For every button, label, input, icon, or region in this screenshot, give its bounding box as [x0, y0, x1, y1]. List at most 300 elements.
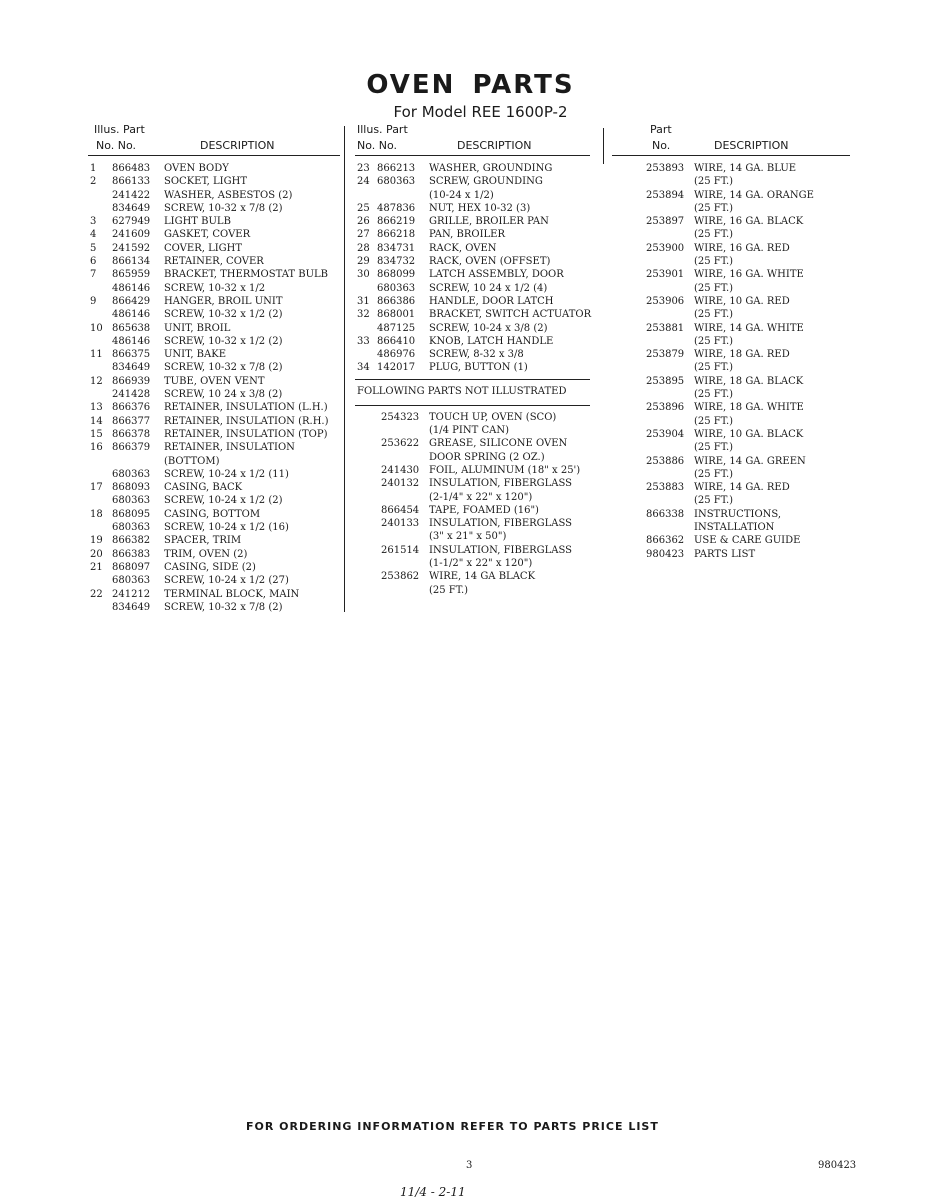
part-row	[612, 521, 850, 534]
part-number: 866134	[112, 256, 151, 268]
illus-number: 30	[357, 269, 370, 281]
illus-number: 16	[90, 442, 103, 454]
part-number: 866383	[112, 548, 151, 560]
part-number: 868093	[112, 482, 151, 494]
part-description: RACK, OVEN (OFFSET)	[429, 256, 551, 268]
part-row	[88, 561, 340, 574]
illus-number: 10	[90, 322, 103, 334]
part-number: 241592	[112, 242, 151, 254]
illus-number: 2	[90, 176, 97, 188]
part-description: WIRE, 10 GA. BLACK	[694, 428, 804, 440]
part-description: FOIL, ALUMINUM (18" x 25')	[429, 464, 581, 476]
illus-number: 9	[90, 295, 97, 307]
part-description: (25 FT.)	[694, 442, 734, 454]
part-description: INSTRUCTIONS,	[694, 508, 782, 520]
header-rule	[355, 155, 590, 156]
part-row	[88, 282, 340, 295]
part-number: 866454	[381, 504, 420, 516]
part-row	[355, 570, 590, 583]
part-row	[612, 322, 850, 335]
part-number: 253893	[646, 163, 685, 174]
part-description: SCREW, 10-24 x 1/2 (11)	[164, 468, 289, 480]
part-description: SCREW, 10 24 x 1/2 (4)	[429, 282, 548, 294]
part-row	[612, 282, 850, 295]
part-row	[88, 361, 340, 374]
part-number: 866375	[112, 349, 151, 361]
part-description: GRILLE, BROILER PAN	[429, 216, 549, 228]
part-description: TERMINAL BLOCK, MAIN	[164, 588, 300, 600]
part-row	[88, 601, 340, 614]
section-rule	[355, 405, 590, 407]
part-row	[612, 441, 850, 454]
part-description: SCREW, 10 24 x 3/8 (2)	[164, 389, 283, 401]
part-row	[612, 494, 850, 507]
part-number: 486976	[377, 349, 416, 361]
part-number: 253862	[381, 571, 420, 583]
part-description: KNOB, LATCH HANDLE	[429, 335, 554, 347]
part-number: 680363	[112, 575, 151, 587]
illus-number: 28	[357, 242, 370, 254]
part-number: 866939	[112, 375, 151, 387]
part-number: 253883	[646, 482, 685, 494]
part-row	[88, 428, 340, 441]
part-description: SCREW, 10-32 x 7/8 (2)	[164, 601, 283, 613]
illus-number: 33	[357, 335, 370, 347]
part-number: 240133	[381, 518, 420, 530]
part-row	[355, 530, 590, 543]
part-number: 680363	[377, 282, 416, 294]
part-row	[355, 491, 590, 504]
part-row	[612, 375, 850, 388]
part-description: WIRE, 14 GA. ORANGE	[694, 189, 814, 201]
part-row	[88, 308, 340, 321]
part-description: SCREW, 10-32 x 1/2	[164, 282, 266, 294]
part-row	[612, 468, 850, 481]
part-description: RETAINER, INSULATION (R.H.)	[164, 415, 329, 427]
part-row	[355, 424, 590, 437]
part-description: GREASE, SILICONE OVEN	[429, 438, 568, 450]
illus-number: 29	[357, 256, 370, 268]
part-row	[355, 584, 590, 597]
part-row	[88, 295, 340, 308]
part-row	[355, 255, 590, 268]
part-number: 866386	[377, 295, 416, 307]
part-row	[88, 202, 340, 215]
column-divider	[344, 126, 345, 612]
illus-part-header: Illus. Part	[357, 123, 408, 136]
part-number: 866429	[112, 295, 151, 307]
illus-number: 23	[357, 163, 370, 174]
part-number: 834731	[377, 242, 416, 254]
part-row	[88, 215, 340, 228]
part-row	[355, 295, 590, 308]
part-description: CASING, SIDE (2)	[164, 561, 256, 573]
part-description: (10-24 x 1/2)	[429, 189, 494, 201]
part-description: INSTALLATION	[694, 522, 775, 534]
illus-number: 20	[90, 548, 103, 560]
part-description: WIRE, 16 GA. BLACK	[694, 216, 804, 228]
part-description: USE & CARE GUIDE	[694, 535, 801, 547]
part-number: 253900	[646, 242, 685, 254]
part-row	[355, 268, 590, 281]
part-number: 253896	[646, 402, 685, 414]
part-row	[355, 335, 590, 348]
illus-number: 26	[357, 216, 370, 228]
part-description: SOCKET, LIGHT	[164, 176, 247, 188]
part-header: Part	[650, 123, 672, 136]
part-row	[355, 202, 590, 215]
illus-number: 17	[90, 482, 103, 494]
part-number: 868097	[112, 561, 151, 573]
part-number: 241430	[381, 464, 420, 476]
part-row	[355, 228, 590, 241]
part-description: SCREW, 8-32 x 3/8	[429, 349, 524, 361]
part-number: 866377	[112, 415, 151, 427]
part-row	[612, 508, 850, 521]
part-row	[355, 322, 590, 335]
part-description: BRACKET, THERMOSTAT BULB	[164, 269, 328, 281]
part-description: WIRE, 16 GA. WHITE	[694, 269, 804, 281]
part-number: 241422	[112, 189, 151, 201]
part-number: 253895	[646, 375, 685, 387]
part-description: WIRE, 14 GA BLACK	[429, 571, 536, 583]
page-number: 3	[466, 1160, 473, 1171]
illus-number: 1	[90, 163, 97, 174]
part-description: GASKET, COVER	[164, 229, 251, 241]
part-row	[88, 468, 340, 481]
illus-number: 5	[90, 242, 97, 254]
part-description: WIRE, 14 GA. GREEN	[694, 455, 806, 467]
part-row	[612, 415, 850, 428]
part-row	[612, 388, 850, 401]
part-number: 241428	[112, 389, 151, 401]
part-number: 866379	[112, 442, 151, 454]
part-row	[88, 455, 340, 468]
illus-part-header: Illus. Part	[94, 123, 145, 136]
page-subtitle: For Model REE 1600P-2	[393, 103, 568, 121]
part-description: (25 FT.)	[694, 309, 734, 321]
part-number: 253897	[646, 216, 685, 228]
parts-column-3	[612, 120, 850, 561]
part-description: PARTS LIST	[694, 548, 756, 560]
part-description: (25 FT.)	[429, 584, 469, 596]
parts-list	[612, 162, 850, 561]
part-number: 486146	[112, 309, 151, 321]
part-number: 866338	[646, 508, 685, 520]
part-description: (25 FT.)	[694, 176, 734, 188]
part-row	[612, 548, 850, 561]
part-number: 865959	[112, 269, 151, 281]
part-number: 680363	[112, 468, 151, 480]
part-number: 680363	[112, 522, 151, 534]
part-row	[612, 455, 850, 468]
header-rule	[612, 155, 850, 156]
part-row	[612, 348, 850, 361]
part-description: (25 FT.)	[694, 202, 734, 214]
column-header	[88, 120, 340, 156]
part-number: 240132	[381, 478, 420, 490]
illus-number: 32	[357, 309, 370, 321]
part-description: WIRE, 18 GA. RED	[694, 349, 790, 361]
part-row	[88, 228, 340, 241]
part-description: SCREW, 10-32 x 7/8 (2)	[164, 362, 283, 374]
illus-number: 13	[90, 402, 103, 414]
part-row	[88, 255, 340, 268]
part-description: RETAINER, INSULATION	[164, 442, 295, 454]
part-number: 866133	[112, 176, 151, 188]
part-number: 487125	[377, 322, 416, 334]
part-description: (2-1/4" x 22" x 120")	[429, 491, 533, 503]
part-number: 834649	[112, 362, 151, 374]
part-description: OVEN BODY	[164, 163, 229, 174]
part-description: WIRE, 14 GA. WHITE	[694, 322, 804, 334]
part-row	[612, 335, 850, 348]
part-number: 254323	[381, 411, 420, 423]
part-row	[88, 175, 340, 188]
no-header: No. No.	[96, 139, 137, 152]
part-number: 253894	[646, 189, 685, 201]
part-description: INSULATION, FIBERGLASS	[429, 518, 573, 530]
illus-number: 31	[357, 295, 370, 307]
part-description: INSULATION, FIBERGLASS	[429, 544, 573, 556]
part-number: 868001	[377, 309, 416, 321]
part-number: 866219	[377, 216, 416, 228]
illus-number: 21	[90, 561, 103, 573]
part-number: 866218	[377, 229, 416, 241]
part-row	[88, 574, 340, 587]
part-row	[88, 335, 340, 348]
part-row	[88, 268, 340, 281]
part-description: HANGER, BROIL UNIT	[164, 295, 283, 307]
section-rule	[355, 379, 590, 381]
part-description: LATCH ASSEMBLY, DOOR	[429, 269, 564, 281]
part-row	[88, 375, 340, 388]
illus-number: 18	[90, 508, 103, 520]
part-row	[355, 544, 590, 557]
description-header: DESCRIPTION	[200, 139, 275, 152]
part-row	[612, 308, 850, 321]
part-number: 834649	[112, 202, 151, 214]
part-row	[355, 411, 590, 424]
part-number: 834649	[112, 601, 151, 613]
illus-number: 24	[357, 176, 370, 188]
part-description: (25 FT.)	[694, 282, 734, 294]
parts-column-2	[355, 120, 590, 597]
part-description: SCREW, GROUNDING	[429, 176, 543, 188]
not-illustrated-label: FOLLOWING PARTS NOT ILLUSTRATED	[357, 385, 567, 397]
part-description: WIRE, 18 GA. WHITE	[694, 402, 804, 414]
part-row	[612, 228, 850, 241]
illus-number: 6	[90, 256, 97, 268]
illus-number: 25	[357, 202, 370, 214]
not-illustrated-heading	[355, 385, 590, 401]
part-number: 253886	[646, 455, 685, 467]
part-number: 253906	[646, 295, 685, 307]
part-description: (25 FT.)	[694, 256, 734, 268]
part-row	[88, 162, 340, 175]
part-description: SCREW, 10-24 x 1/2 (16)	[164, 522, 289, 534]
part-row	[612, 242, 850, 255]
part-number: 866378	[112, 428, 151, 440]
part-number: 486146	[112, 335, 151, 347]
part-number: 253901	[646, 269, 685, 281]
part-number: 241212	[112, 588, 151, 600]
part-number: 866376	[112, 402, 151, 414]
part-description: BRACKET, SWITCH ACTUATOR	[429, 309, 592, 321]
part-description: WIRE, 10 GA. RED	[694, 295, 790, 307]
part-description: SCREW, 10-24 x 1/2 (2)	[164, 495, 283, 507]
part-row	[88, 481, 340, 494]
part-row	[355, 175, 590, 188]
column-header	[355, 120, 590, 156]
part-row	[355, 242, 590, 255]
part-row	[88, 508, 340, 521]
part-description: RACK, OVEN	[429, 242, 497, 254]
part-row	[612, 189, 850, 202]
part-description: (25 FT.)	[694, 229, 734, 241]
part-number: 241609	[112, 229, 151, 241]
part-description: (1-1/2" x 22" x 120")	[429, 558, 533, 570]
part-description: TOUCH UP, OVEN (SCO)	[429, 411, 557, 423]
part-description: WIRE, 16 GA. RED	[694, 242, 790, 254]
illus-number: 11	[90, 349, 103, 361]
part-row	[355, 557, 590, 570]
illus-number: 3	[90, 216, 97, 228]
part-description: PAN, BROILER	[429, 229, 505, 241]
part-description: SCREW, 10-24 x 1/2 (27)	[164, 575, 289, 587]
part-row	[88, 494, 340, 507]
part-row	[88, 415, 340, 428]
part-row	[355, 477, 590, 490]
part-row	[355, 451, 590, 464]
illus-number: 4	[90, 229, 97, 241]
part-number: 866410	[377, 335, 416, 347]
part-description: TAPE, FOAMED (16")	[429, 504, 539, 516]
part-description: NUT, HEX 10-32 (3)	[429, 202, 531, 214]
part-number: 980423	[646, 548, 685, 560]
part-description: WIRE, 14 GA. BLUE	[694, 163, 797, 174]
part-description: CASING, BOTTOM	[164, 508, 261, 520]
part-number: 680363	[377, 176, 416, 188]
part-number: 866382	[112, 535, 151, 547]
part-description: WIRE, 14 GA. RED	[694, 482, 790, 494]
description-header: DESCRIPTION	[457, 139, 532, 152]
part-row	[355, 464, 590, 477]
part-number: 253881	[646, 322, 685, 334]
part-row	[612, 361, 850, 374]
part-number: 142017	[377, 362, 416, 374]
part-description: SCREW, 10-32 x 1/2 (2)	[164, 335, 283, 347]
part-row	[88, 388, 340, 401]
part-row	[88, 521, 340, 534]
part-description: DOOR SPRING (2 OZ.)	[429, 451, 545, 463]
part-row	[612, 534, 850, 547]
part-number: 487836	[377, 202, 416, 214]
part-description: SCREW, 10-24 x 3/8 (2)	[429, 322, 548, 334]
illus-number: 15	[90, 428, 103, 440]
part-row	[88, 548, 340, 561]
column-divider	[603, 128, 604, 164]
page-title: OVEN PARTS	[366, 70, 575, 100]
part-number: 627949	[112, 216, 151, 228]
part-description: INSULATION, FIBERGLASS	[429, 478, 573, 490]
part-description: (1/4 PINT CAN)	[429, 425, 509, 437]
part-row	[612, 162, 850, 175]
part-description: RETAINER, INSULATION (TOP)	[164, 428, 328, 440]
part-description: UNIT, BROIL	[164, 322, 231, 334]
illus-number: 14	[90, 415, 103, 427]
part-row	[355, 162, 590, 175]
part-description: TRIM, OVEN (2)	[164, 548, 248, 560]
part-number: 868099	[377, 269, 416, 281]
part-description: LIGHT BULB	[164, 216, 231, 228]
part-row	[88, 348, 340, 361]
description-header: DESCRIPTION	[714, 139, 789, 152]
part-row	[88, 401, 340, 414]
part-number: 253904	[646, 428, 685, 440]
part-row	[612, 295, 850, 308]
header-rule	[88, 155, 340, 156]
part-description: COVER, LIGHT	[164, 242, 243, 254]
part-row	[88, 322, 340, 335]
part-row	[612, 215, 850, 228]
part-row	[88, 441, 340, 454]
part-description: (25 FT.)	[694, 335, 734, 347]
part-row	[612, 481, 850, 494]
part-number: 865638	[112, 322, 151, 334]
part-description: CASING, BACK	[164, 482, 243, 494]
part-row	[355, 189, 590, 202]
part-description: SCREW, 10-32 x 1/2 (2)	[164, 309, 283, 321]
column-header	[612, 120, 850, 156]
part-number: 680363	[112, 495, 151, 507]
part-description: WASHER, ASBESTOS (2)	[164, 189, 293, 201]
part-description: (25 FT.)	[694, 389, 734, 401]
part-row	[355, 517, 590, 530]
part-description: SCREW, 10-32 x 7/8 (2)	[164, 202, 283, 214]
part-row	[355, 361, 590, 374]
part-number: 261514	[381, 544, 420, 556]
part-description: (25 FT.)	[694, 468, 734, 480]
part-row	[612, 268, 850, 281]
part-description: (25 FT.)	[694, 415, 734, 427]
part-number: 834732	[377, 256, 416, 268]
part-row	[355, 504, 590, 517]
part-description: RETAINER, COVER	[164, 256, 264, 268]
part-description: (25 FT.)	[694, 495, 734, 507]
part-row	[355, 282, 590, 295]
part-row	[355, 437, 590, 450]
part-row	[88, 588, 340, 601]
part-description: TUBE, OVEN VENT	[164, 375, 265, 387]
part-row	[612, 428, 850, 441]
handwritten-mark: 11/4 - 2-11	[400, 1185, 466, 1199]
part-description: RETAINER, INSULATION (L.H.)	[164, 402, 328, 414]
part-row	[88, 534, 340, 547]
part-number: 253622	[381, 438, 420, 450]
not-illustrated-list	[355, 411, 590, 597]
part-row	[88, 242, 340, 255]
parts-list	[88, 162, 340, 614]
illus-number: 12	[90, 375, 103, 387]
ordering-note: FOR ORDERING INFORMATION REFER TO PARTS PRICE LIST	[246, 1120, 659, 1133]
no-header: No.	[652, 139, 671, 152]
part-number: 868095	[112, 508, 151, 520]
parts-column-1	[88, 120, 340, 614]
illus-number: 19	[90, 535, 103, 547]
part-row	[355, 348, 590, 361]
no-header: No. No.	[357, 139, 398, 152]
